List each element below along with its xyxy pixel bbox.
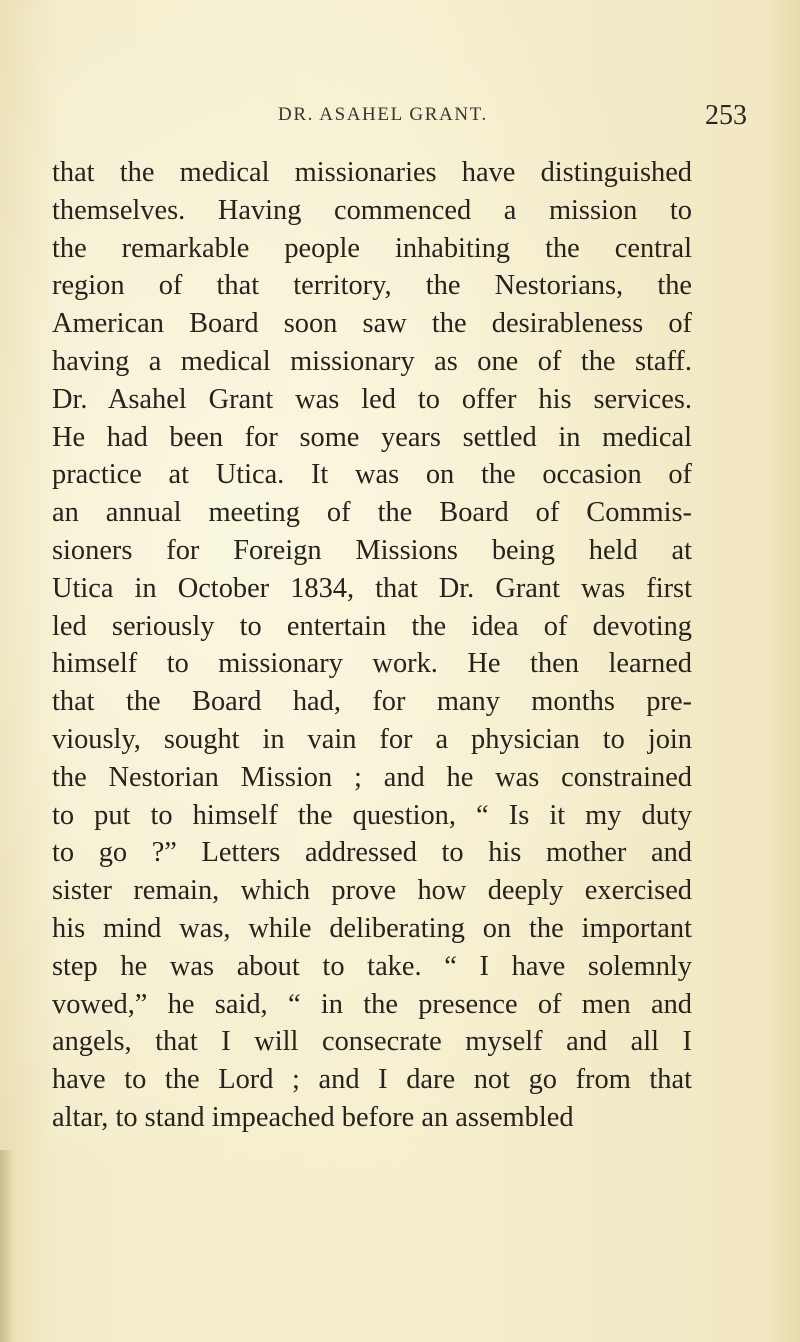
text-line: an annual meeting of the Board of Commis- [52,497,692,529]
text-line: led seriously to entertain the idea of devoting [52,610,692,642]
text-line: American Board soon saw the desirableness of [52,308,692,340]
running-title: DR. ASAHEL GRANT. [278,104,488,125]
text-line: angels, that I will consecrate myself and all I [52,1026,692,1058]
text-line: to go ?” Letters addressed to his mother and [52,837,692,869]
text-line: He had been for some years settled in medical [52,421,692,453]
body-text [52,154,692,1137]
text-line: sister remain, which prove how deeply exercised [52,875,692,907]
text-line: to put to himself the question, “ Is it my duty [52,799,692,831]
text-line: step he was about to take. “ I have solemnly [52,950,692,982]
text-line: region of that territory, the Nestorians, the [52,270,692,302]
text-line: that the medical missionaries have distinguished [52,157,692,188]
page-number: 253 [705,100,747,131]
text-line: his mind was, while deliberating on the important [52,912,692,944]
text-line: have to the Lord ; and I dare not go from that [52,1064,692,1096]
text-line: viously, sought in vain for a physician to join [52,723,692,755]
text-line: sioners for Foreign Missions being held at [52,534,692,566]
text-line: having a medical missionary as one of the staff. [52,345,692,377]
text-line: vowed,” he said, “ in the presence of men and [52,988,692,1020]
running-head [0,100,800,140]
page-edge-shadow [0,1150,14,1342]
text-line: themselves. Having commenced a mission to [52,194,692,226]
text-line: altar, to stand impeached before an assembled [52,1101,574,1133]
text-line: himself to missionary work. He then learned [52,648,692,680]
text-line: Utica in October 1834, that Dr. Grant was first [52,572,692,604]
text-line: Dr. Asahel Grant was led to offer his services. [52,383,692,415]
text-line: the Nestorian Mission ; and he was constrained [52,761,692,793]
text-line: that the Board had, for many months pre- [52,686,692,718]
text-line: the remarkable people inhabiting the central [52,232,692,264]
text-line: practice at Utica. It was on the occasion of [52,459,692,491]
